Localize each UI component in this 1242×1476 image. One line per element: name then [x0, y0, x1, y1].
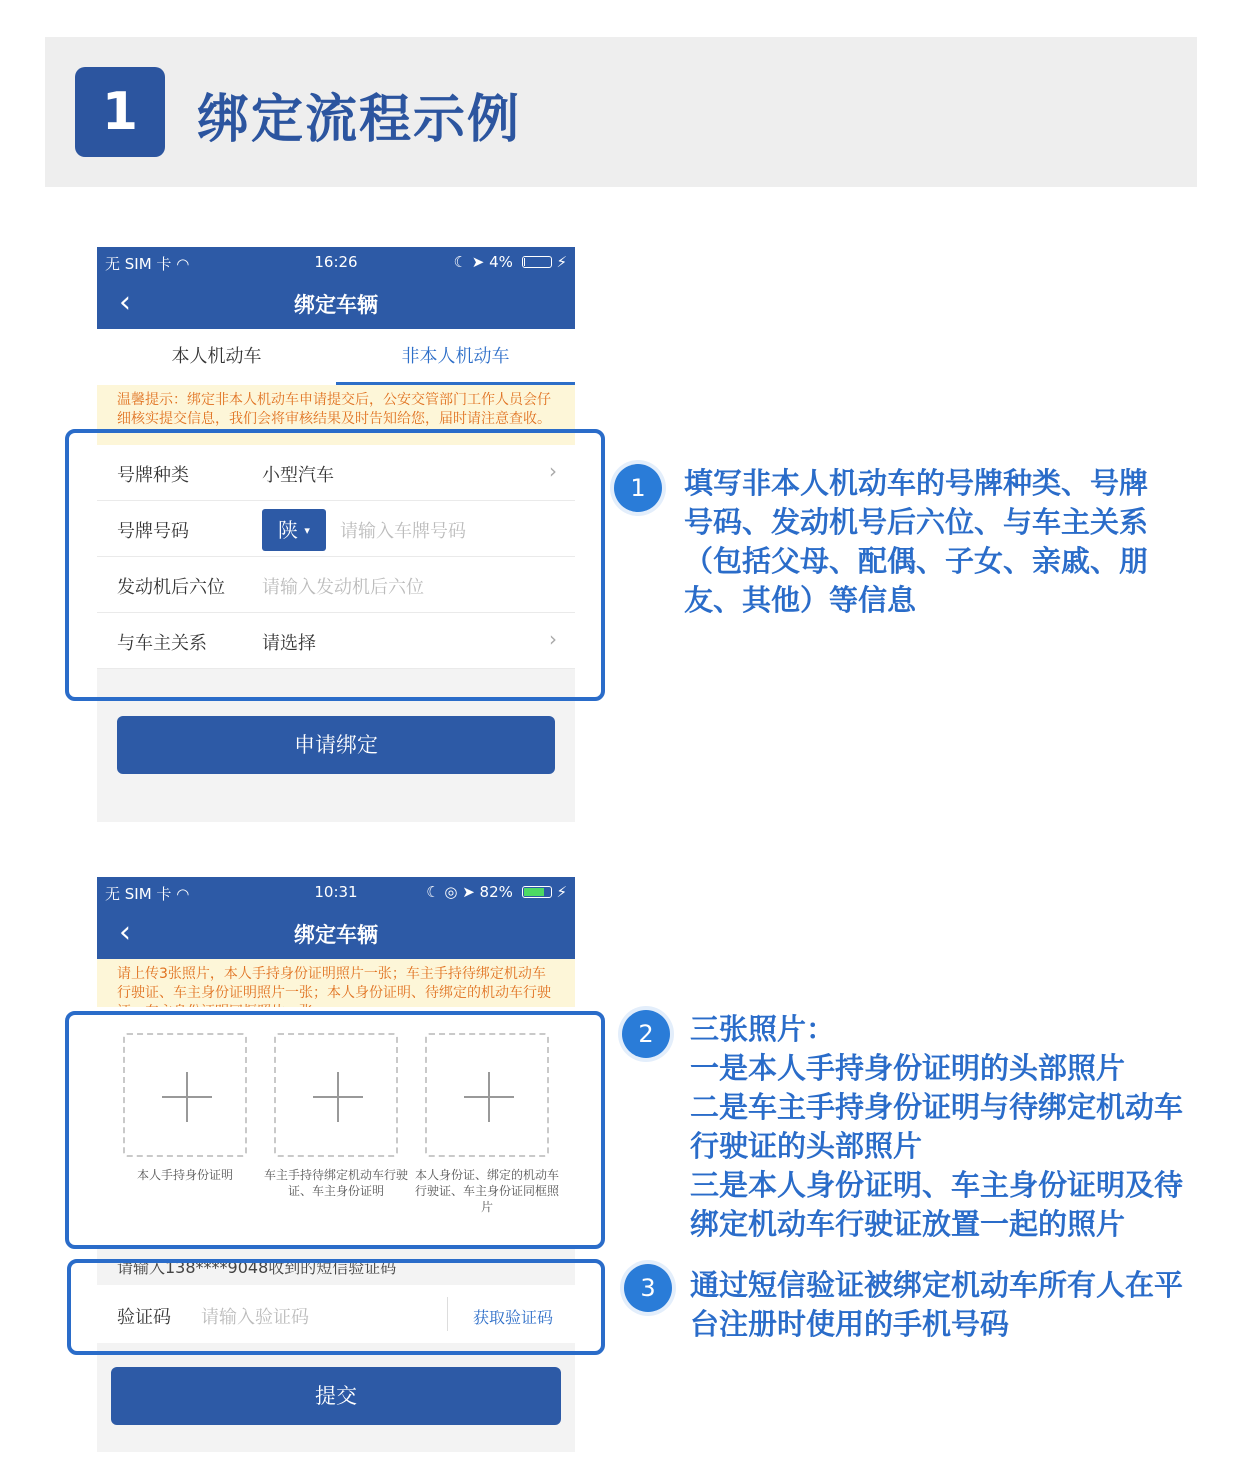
- relation-value: 请选择: [262, 633, 316, 654]
- verify-code-input[interactable]: 请输入验证码: [201, 1307, 309, 1328]
- notice-banner: 温馨提示：绑定非本人机动车申请提交后，公安交管部门工作人员会仔细核实提交信息，我们会将审核结果及时告知给您，届时请注意查收。: [97, 385, 575, 445]
- callout-badge-2: 2: [622, 1010, 670, 1058]
- nav-bar: [97, 277, 575, 329]
- status-bar: [97, 877, 575, 907]
- lock-rotation-icon: ◎: [444, 883, 458, 901]
- callout-badge-1: 1: [614, 464, 662, 512]
- step-number-badge: 1: [75, 67, 165, 157]
- callout-text-1: 填写非本人机动车的号牌种类、号牌 号码、发动机号后六位、与车主关系 （包括父母、配偶、子女、亲戚、朋 友、其他）等信息: [684, 466, 1149, 617]
- tab-own-vehicle[interactable]: 本人机动车: [171, 346, 262, 367]
- engine-input[interactable]: 请输入发动机后六位: [262, 577, 424, 598]
- submit-button[interactable]: 提交: [111, 1367, 561, 1425]
- status-time: 16:26: [314, 253, 358, 271]
- callout-text-3: 通过短信验证被绑定机动车所有人在平 台注册时使用的手机号码: [690, 1268, 1184, 1341]
- status-bar: [97, 247, 575, 277]
- province-select[interactable]: 陕 ▾: [262, 509, 326, 551]
- location-icon: ➤: [462, 883, 475, 901]
- engine-label: 发动机后六位: [117, 577, 225, 598]
- verify-code-label: 验证码: [117, 1307, 171, 1328]
- back-chevron-icon[interactable]: ‹: [119, 915, 131, 950]
- battery-icon: [522, 886, 552, 898]
- upload-caption-1: 本人手持身份证明: [136, 1168, 233, 1182]
- battery-fill: [524, 258, 525, 266]
- upload-caption-2: 车主手持待绑定机动车行驶证、车主身份证明: [263, 1168, 408, 1198]
- moon-icon: ☾: [426, 883, 440, 901]
- back-chevron-icon[interactable]: ‹: [119, 285, 131, 320]
- notice-banner: 请上传3张照片，本人手持身份证明照片一张；车主手持待绑定机动车行驶证、车主身份证明照片一张；本人身份证明、待绑定的机动车行驶: [97, 959, 575, 1007]
- nav-title: 绑定车辆: [294, 923, 378, 947]
- battery-percent: 4%: [489, 253, 513, 271]
- callout-text-2: 三张照片： 一是本人手持身份证明的头部照片 二是车主手持身份证明与待绑定机动车 行驶证的头部照片 三是本人身份证明、车主身份证明及待 绑定机动车行驶证放置一起的照片: [690, 1012, 1184, 1241]
- status-right: [426, 883, 567, 901]
- nav-bar: [97, 907, 575, 959]
- battery-fill: [524, 888, 544, 896]
- plate-number-input[interactable]: 请输入车牌号码: [340, 521, 466, 542]
- moon-icon: ☾: [453, 253, 467, 271]
- location-icon: ➤: [471, 253, 485, 271]
- plate-type-label: 号牌种类: [117, 465, 189, 486]
- battery-icon: [522, 256, 552, 268]
- plate-type-value: 小型汽车: [262, 465, 334, 486]
- nav-title: 绑定车辆: [294, 293, 378, 317]
- status-time: 10:31: [314, 883, 358, 901]
- carrier-label: 无 SIM 卡 ◠: [105, 885, 190, 903]
- carrier-label: 无 SIM 卡 ◠: [105, 255, 190, 273]
- plate-number-label: 号牌号码: [117, 521, 189, 542]
- highlight-frame-1: [65, 429, 605, 701]
- highlight-frame-3: [67, 1259, 605, 1355]
- wifi-icon: ◠: [176, 885, 190, 903]
- section-header: [45, 37, 1197, 187]
- wifi-icon: ◠: [176, 255, 190, 273]
- charging-icon: ⚡: [556, 883, 567, 901]
- callout-badge-3: 3: [624, 1264, 672, 1312]
- vehicle-tabs: [97, 329, 575, 385]
- caret-down-icon: ▾: [304, 524, 310, 537]
- tab-other-vehicle[interactable]: 非本人机动车: [336, 329, 575, 385]
- battery-percent: 82%: [479, 883, 513, 901]
- sms-hint: 请输入138****9048收到的短信验证码: [97, 1247, 575, 1285]
- chevron-right-icon: ›: [549, 627, 557, 651]
- apply-bind-button[interactable]: 申请绑定: [117, 716, 555, 774]
- charging-icon: ⚡: [556, 253, 567, 271]
- chevron-right-icon: ›: [549, 459, 557, 483]
- upload-caption-3: 本人身份证、绑定的机动车行驶证、车主身份证同框照片: [414, 1168, 559, 1214]
- highlight-frame-2: [65, 1011, 605, 1249]
- get-code-button[interactable]: 获取验证码: [472, 1308, 553, 1327]
- relation-label: 与车主关系: [117, 633, 207, 654]
- section-title: 绑定流程示例: [197, 90, 522, 150]
- status-right: [454, 253, 568, 271]
